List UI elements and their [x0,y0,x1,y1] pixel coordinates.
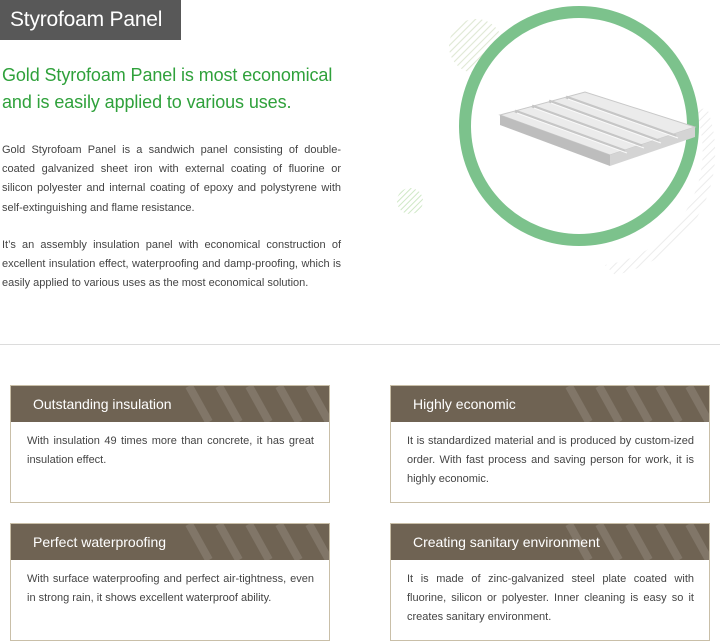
header-pattern-decoration [179,386,329,422]
feature-card-sanitary [390,523,710,641]
decorative-dot-small [397,188,423,214]
description-paragraph-2: It’s an assembly insulation panel with economical construction of excellent insulation effect, waterproofing and damp-proofing, which is easily applied to various uses as the most economical solution. [2,239,341,290]
feature-card-insulation [10,385,330,503]
section-divider [0,344,720,345]
feature-title: Outstanding insulation [33,396,172,412]
feature-title: Creating sanitary environment [413,534,600,550]
headline-line-2: and is easily applied to various uses. [2,92,292,112]
feature-text: It is standardized material and is produced by custom-ized order. With fast process and saving person for work, it is highly economic. [407,435,694,485]
feature-card-header [11,386,329,422]
header-pattern-decoration [559,386,709,422]
description-paragraph-1: Gold Styrofoam Panel is a sandwich panel consisting of double-coated galvanized sheet iron with external coating of fluorine or silicon polyester and internal coating of epoxy and polystyrene with self-extinguishing and flame resistance. [2,144,341,214]
feature-card-header [391,386,709,422]
feature-card-economic [390,385,710,503]
feature-card-header [11,524,329,560]
feature-card-header [391,524,709,560]
feature-text: With insulation 49 times more than concrete, it has great insulation effect. [27,435,314,466]
header-pattern-decoration [179,524,329,560]
feature-card-waterproofing [10,523,330,641]
feature-text: It is made of zinc-galvanized steel plate coated with fluorine, silicon or polyester. Inner cleaning is easy so it creates sanitary environment. [407,573,694,623]
feature-title: Perfect waterproofing [33,534,167,550]
headline-line-1: Gold Styrofoam Panel is most economical [2,65,333,85]
feature-title: Highly economic [413,396,516,412]
headline [2,62,372,116]
page-title: Styrofoam Panel [0,0,181,40]
product-hero-illustration [395,0,720,290]
feature-text: With surface waterproofing and perfect air-tightness, even in strong rain, it shows excellent waterproof ability. [27,573,314,604]
